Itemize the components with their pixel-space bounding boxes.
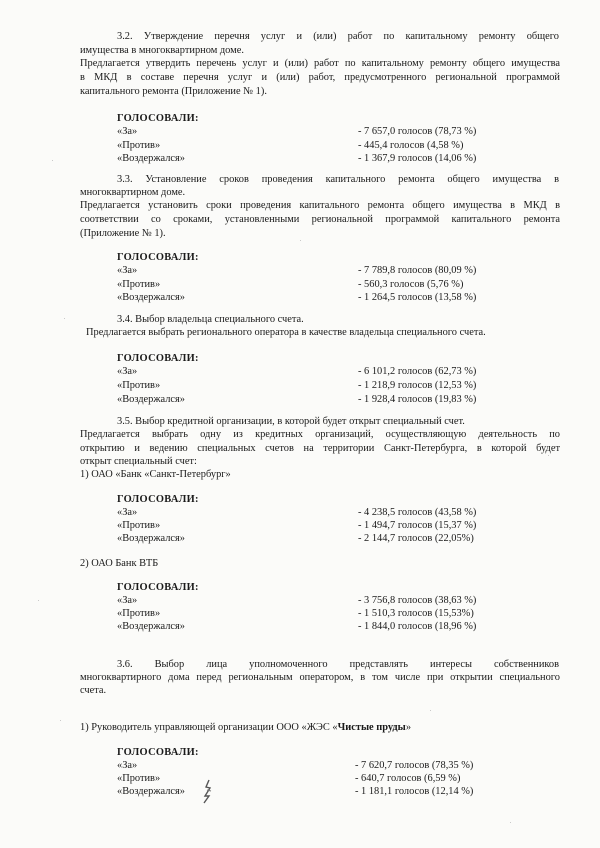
s34-for-value: - 6 101,2 голосов (62,73 %)	[358, 366, 477, 377]
s33-abstain-label: «Воздержался»	[117, 292, 185, 303]
s36-option1-bold: Чистые пруды	[337, 722, 406, 733]
s32-vote-heading: ГОЛОСОВАЛИ:	[117, 113, 199, 124]
s32-for-label: «За»	[117, 126, 138, 137]
s33-paragraph-line3: (Приложение № 1).	[80, 228, 166, 239]
s36-heading-line3: счета.	[80, 685, 107, 696]
s35-vote2-against-value: - 1 510,3 голосов (15,53%)	[358, 608, 474, 619]
s33-vote-heading: ГОЛОСОВАЛИ:	[117, 252, 199, 263]
scan-speck	[510, 822, 511, 823]
s36-abstain-label: «Воздержался»	[117, 786, 185, 797]
s33-for-label: «За»	[117, 265, 138, 276]
scan-speck	[548, 455, 549, 456]
scan-speck	[52, 160, 53, 161]
s36-against-label: «Против»	[117, 773, 161, 784]
s35-paragraph-line3: открыт специальный счет:	[80, 456, 197, 467]
s33-paragraph-line1: Предлагается установить сроки проведения капитального ремонта общего имущества в МКД в	[80, 200, 560, 211]
scan-speck	[300, 240, 301, 241]
s32-against-label: «Против»	[117, 140, 161, 151]
s34-against-label: «Против»	[117, 380, 161, 391]
s35-vote2-for-label: «За»	[117, 595, 138, 606]
s35-vote1-abstain-value: - 2 144,7 голосов (22,05%)	[358, 533, 474, 544]
s34-paragraph-line1: Предлагается выбрать регионального оператора в качестве владельца специального счета.	[86, 327, 486, 338]
scan-speck	[430, 710, 431, 711]
s36-abstain-value: - 1 181,1 голосов (12,14 %)	[355, 786, 474, 797]
s34-for-label: «За»	[117, 366, 138, 377]
s35-vote2-against-label: «Против»	[117, 608, 161, 619]
s34-against-value: - 1 218,9 голосов (12,53 %)	[358, 380, 477, 391]
s36-option1	[80, 721, 411, 734]
s36-option1-prefix: 1) Руководитель управляющей организации ООО «ЖЭС «	[80, 722, 338, 733]
s36-for-value: - 7 620,7 голосов (78,35 %)	[355, 760, 474, 771]
s35-vote2-abstain-label: «Воздержался»	[117, 621, 185, 632]
s35-option2: 2) ОАО Банк ВТБ	[80, 558, 159, 569]
s35-paragraph-line2: открытию и ведению специальных счетов на территории Санкт-Петербурга, в которой будет	[80, 443, 560, 454]
scan-speck	[64, 318, 65, 319]
scan-speck	[38, 600, 39, 601]
s33-against-label: «Против»	[117, 279, 161, 290]
s35-vote1-against-value: - 1 494,7 голосов (15,37 %)	[358, 520, 477, 531]
s36-heading-line2: многоквартирного дома перед региональным оператором, в том числе при открытии специального	[80, 672, 560, 683]
s36-option1-suffix: »	[405, 722, 412, 733]
s32-paragraph-line1: Предлагается утвердить перечень услуг и (или) работ по капитальному ремонту общего имущества	[80, 58, 560, 69]
s35-vote2-for-value: - 3 756,8 голосов (38,63 %)	[358, 595, 477, 606]
s33-against-value: - 560,3 голосов (5,76 %)	[358, 279, 464, 290]
s34-vote-heading: ГОЛОСОВАЛИ:	[117, 353, 199, 364]
s33-heading-line2: многоквартирном доме.	[80, 187, 186, 198]
s35-vote1-heading: ГОЛОСОВАЛИ:	[117, 494, 199, 505]
s36-vote-heading: ГОЛОСОВАЛИ:	[117, 747, 199, 758]
s32-paragraph-line3: капитального ремонта (Приложение № 1).	[80, 86, 267, 97]
s32-paragraph-line2: в МКД в составе перечня услуг и (или) работ, предусмотренного региональной программой	[80, 72, 560, 83]
s32-abstain-label: «Воздержался»	[117, 153, 185, 164]
s35-vote1-against-label: «Против»	[117, 520, 161, 531]
s35-vote1-for-label: «За»	[117, 507, 138, 518]
s35-vote1-abstain-label: «Воздержался»	[117, 533, 185, 544]
s36-heading-line1: 3.6. Выбор лица уполномоченного представлять интересы собственников	[117, 659, 559, 670]
s35-vote1-for-value: - 4 238,5 голосов (43,58 %)	[358, 507, 477, 518]
s36-for-label: «За»	[117, 760, 138, 771]
s32-against-value: - 445,4 голосов (4,58 %)	[358, 140, 464, 151]
s33-for-value: - 7 789,8 голосов (80,09 %)	[358, 265, 477, 276]
pen-mark-icon	[200, 778, 216, 804]
s34-heading: 3.4. Выбор владельца специального счета.	[117, 314, 304, 325]
s33-paragraph-line2: соответствии со сроками, установленными региональной программой капитального ремонта	[80, 214, 560, 225]
s36-against-value: - 640,7 голосов (6,59 %)	[355, 773, 461, 784]
s33-abstain-value: - 1 264,5 голосов (13,58 %)	[358, 292, 477, 303]
s35-vote2-heading: ГОЛОСОВАЛИ:	[117, 582, 199, 593]
s33-heading-line1: 3.3. Установление сроков проведения капитального ремонта общего имущества в	[117, 174, 559, 185]
s35-heading: 3.5. Выбор кредитной организации, в которой будет открыт специальный счет.	[117, 416, 465, 427]
s35-option1: 1) ОАО «Банк «Санкт-Петербург»	[80, 469, 231, 480]
s35-vote2-abstain-value: - 1 844,0 голосов (18,96 %)	[358, 621, 477, 632]
s32-for-value: - 7 657,0 голосов (78,73 %)	[358, 126, 477, 137]
s34-abstain-value: - 1 928,4 голосов (19,83 %)	[358, 394, 477, 405]
scan-speck	[60, 720, 61, 721]
s32-heading-line1: 3.2. Утверждение перечня услуг и (или) работ по капитальному ремонту общего	[117, 31, 559, 42]
s34-abstain-label: «Воздержался»	[117, 394, 185, 405]
s32-heading-line2: имущества в многоквартирном доме.	[80, 45, 244, 56]
s35-paragraph-line1: Предлагается выбрать одну из кредитных организаций, осуществляющую деятельность по	[80, 429, 560, 440]
s32-abstain-value: - 1 367,9 голосов (14,06 %)	[358, 153, 477, 164]
